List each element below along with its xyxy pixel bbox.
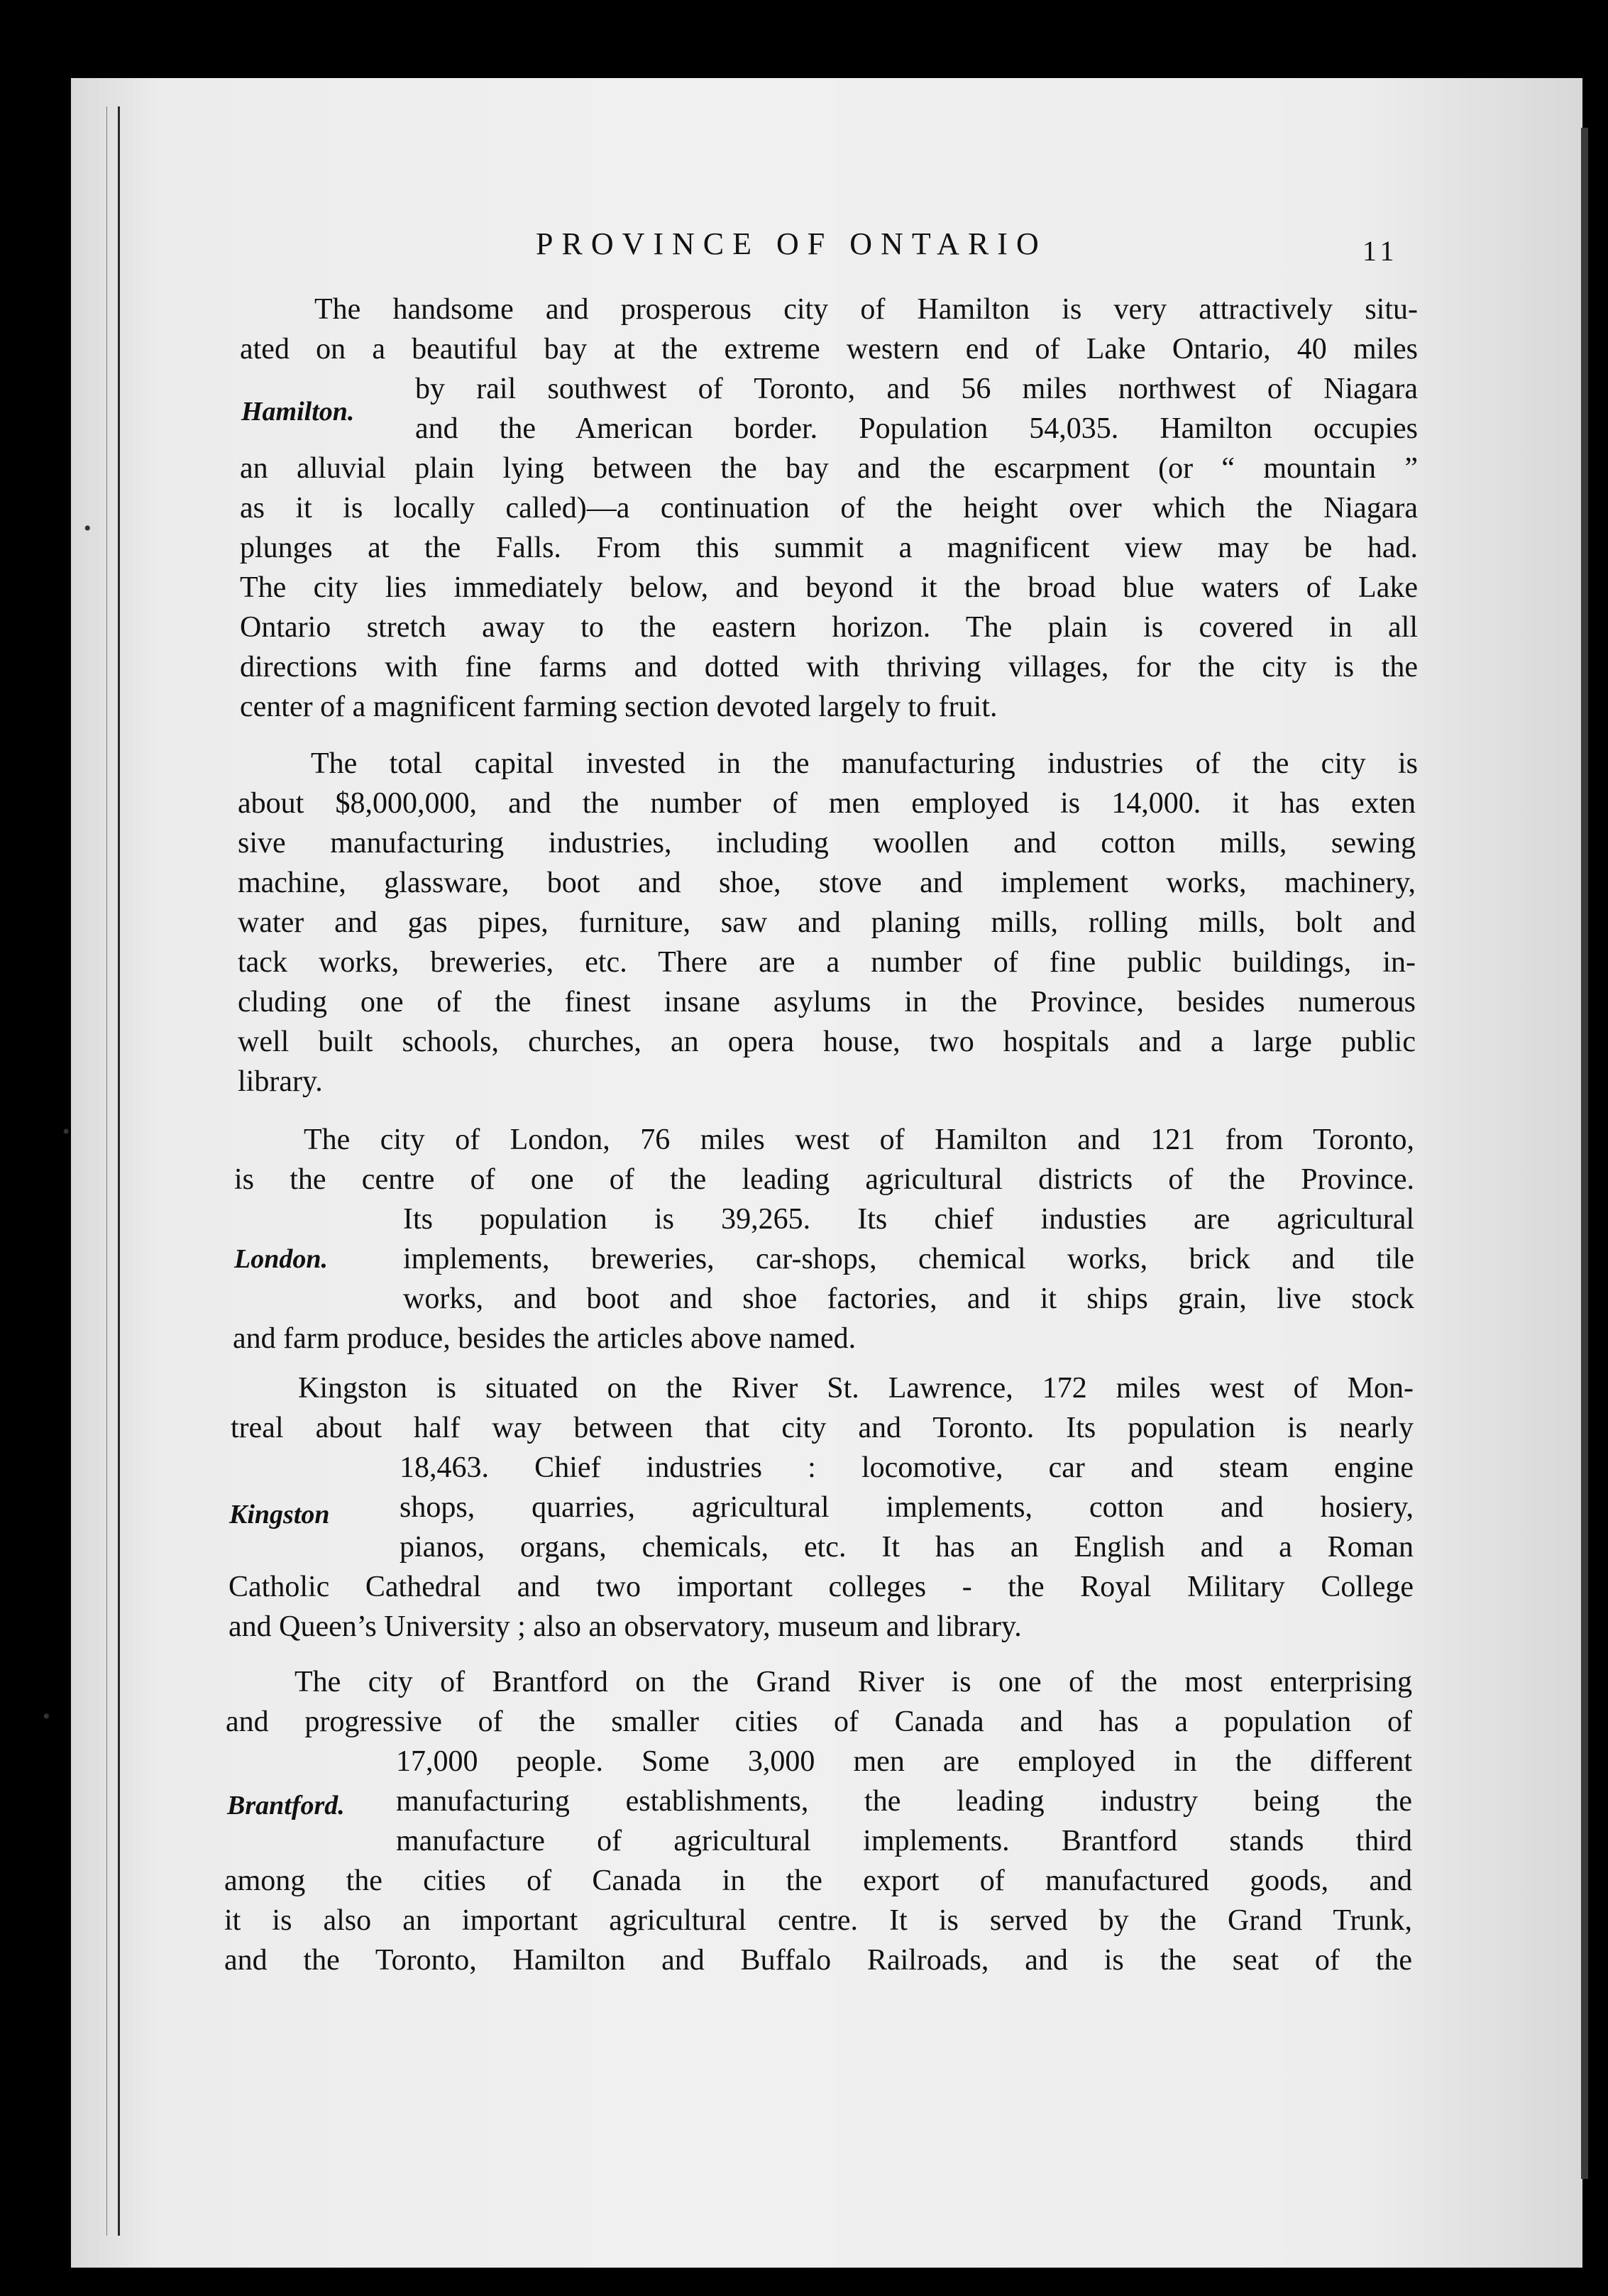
text-line: it is also an important agricultural centre. It is served by the Grand Trunk, bbox=[224, 1904, 1412, 1937]
margin-note-kingston: Kingston bbox=[229, 1500, 330, 1529]
text-line: manufacturing establishments, the leading industry being the bbox=[396, 1785, 1412, 1818]
margin-note-hamilton: Hamilton. bbox=[241, 397, 355, 427]
text-line: ated on a beautiful bay at the extreme western end of Lake Ontario, 40 miles bbox=[240, 333, 1418, 366]
margin-speck: • bbox=[62, 1120, 70, 1143]
text-line: water and gas pipes, furniture, saw and planing mills, rolling mills, bolt and bbox=[238, 906, 1416, 939]
text-line: The city lies immediately below, and beyond it the broad blue waters of Lake bbox=[240, 571, 1418, 604]
page-right-edge bbox=[1581, 128, 1588, 2179]
margin-note-london: London. bbox=[234, 1244, 328, 1274]
text-line: machine, glassware, boot and shoe, stove and implement works, machinery, bbox=[238, 867, 1416, 899]
margin-speck: • bbox=[84, 517, 92, 540]
gutter-shadow bbox=[106, 106, 107, 2236]
text-line: Catholic Cathedral and two important colleges - the Royal Military College bbox=[228, 1571, 1414, 1603]
text-line: works, and boot and shoe factories, and it ships grain, live stock bbox=[403, 1282, 1414, 1315]
text-line: and the Toronto, Hamilton and Buffalo Railroads, and is the seat of the bbox=[224, 1944, 1412, 1977]
text-line: The city of Brantford on the Grand River is one of the most enterprising bbox=[294, 1666, 1412, 1698]
text-line: and the American border. Population 54,035. Hamilton occupies bbox=[415, 412, 1418, 445]
text-line: is the centre of one of the leading agricultural districts of the Province. bbox=[234, 1163, 1414, 1196]
text-line: 18,463. Chief industries : locomotive, car and steam engine bbox=[400, 1451, 1414, 1484]
text-line: shops, quarries, agricultural implements, cotton and hosiery, bbox=[400, 1491, 1414, 1524]
page-number: 11 bbox=[1362, 235, 1399, 267]
text-line: treal about half way between that city and Toronto. Its population is nearly bbox=[231, 1412, 1414, 1444]
text-line: Kingston is situated on the River St. Lawrence, 172 miles west of Mon- bbox=[298, 1372, 1414, 1405]
text-line: The handsome and prosperous city of Hamilton is very attractively situ- bbox=[314, 293, 1418, 326]
text-line: an alluvial plain lying between the bay and the escarpment (or “ mountain ” bbox=[240, 452, 1418, 485]
text-line: library. bbox=[238, 1065, 323, 1098]
text-line: about $8,000,000, and the number of men employed is 14,000. it has exten bbox=[238, 787, 1416, 820]
text-line: by rail southwest of Toronto, and 56 miles northwest of Niagara bbox=[415, 373, 1418, 405]
text-line: center of a magnificent farming section devoted largely to fruit. bbox=[240, 691, 998, 723]
text-line: implements, breweries, car-shops, chemical works, brick and tile bbox=[403, 1243, 1414, 1275]
text-line: as it is locally called)—a continuation of the height over which the Niagara bbox=[240, 492, 1418, 524]
text-line: sive manufacturing industries, including woollen and cotton mills, sewing bbox=[238, 827, 1416, 859]
margin-note-brantford: Brantford. bbox=[227, 1791, 345, 1820]
text-line: among the cities of Canada in the export of manufactured goods, and bbox=[224, 1864, 1412, 1897]
text-line: manufacture of agricultural implements. Brantford stands third bbox=[396, 1825, 1412, 1857]
margin-speck: • bbox=[43, 1705, 50, 1728]
text-line: well built schools, churches, an opera house, two hospitals and a large public bbox=[238, 1026, 1416, 1058]
running-head: PROVINCE OF ONTARIO bbox=[536, 226, 1047, 261]
text-line: directions with fine farms and dotted with thriving villages, for the city is the bbox=[240, 651, 1418, 683]
text-line: and farm produce, besides the articles above named. bbox=[233, 1322, 857, 1355]
text-line: and progressive of the smaller cities of Canada and has a population of bbox=[226, 1705, 1412, 1738]
text-line: pianos, organs, chemicals, etc. It has an English and a Roman bbox=[400, 1531, 1414, 1564]
text-line: The total capital invested in the manufacturing industries of the city is bbox=[311, 747, 1418, 780]
text-line: and Queen’s University ; also an observatory, museum and library. bbox=[228, 1610, 1022, 1643]
text-line: Ontario stretch away to the eastern horizon. The plain is covered in all bbox=[240, 611, 1418, 644]
page-gutter-line bbox=[118, 106, 120, 2236]
text-line: plunges at the Falls. From this summit a magnificent view may be had. bbox=[240, 532, 1418, 564]
text-line: cluding one of the finest insane asylums in the Province, besides numerous bbox=[238, 986, 1416, 1018]
text-line: Its population is 39,265. Its chief industies are agricultural bbox=[403, 1203, 1414, 1236]
text-line: The city of London, 76 miles west of Hamilton and 121 from Toronto, bbox=[304, 1124, 1414, 1156]
text-line: 17,000 people. Some 3,000 men are employed in the different bbox=[396, 1745, 1412, 1778]
text-line: tack works, breweries, etc. There are a number of fine public buildings, in- bbox=[238, 946, 1416, 979]
